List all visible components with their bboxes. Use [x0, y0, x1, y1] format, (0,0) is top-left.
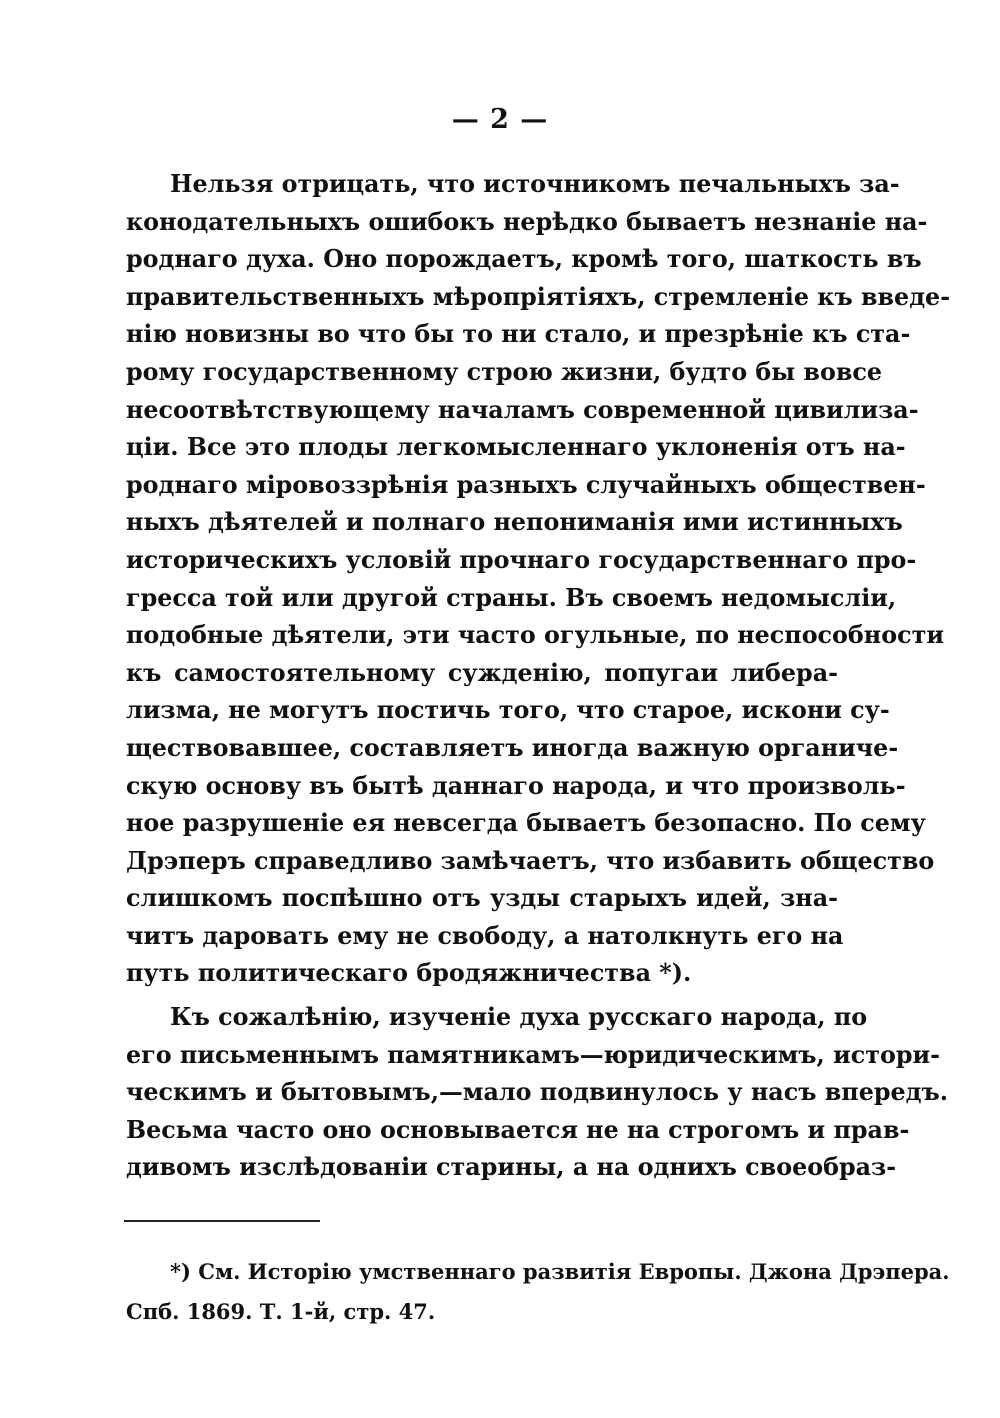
text-line: читъ даровать ему не свободу, а натолкнуть его на: [126, 921, 844, 950]
text-line: роднаго духа. Оно порождаетъ, кромѣ того, шаткость въ: [126, 245, 922, 274]
text-line: ное разрушеніе ея невсегда бываетъ безопасно. По сему: [126, 809, 926, 838]
text-line: Къ сожалѣнію, изученіе духа русскаго народа, по: [170, 1003, 868, 1032]
text-line: Нельзя отрицать, что источникомъ печальныхъ за-: [170, 170, 900, 198]
text-line: историческихъ условій прочнаго государственнаго про-: [126, 545, 917, 574]
body-text: [126, 166, 951, 1187]
text-line: скую основу въ бытѣ даннаго народа, и что произволь-: [126, 771, 906, 800]
paragraph-1: [126, 166, 951, 993]
text-line: ныхъ дѣятелей и полнаго непониманія ими истинныхъ: [126, 508, 903, 537]
footnote-line: *) См. Исторію умственнаго развитія Европы. Джона Дрэпера.: [170, 1259, 950, 1284]
footnote: [126, 1252, 950, 1332]
text-line: подобные дѣятели, эти часто огульные, по неспособности: [126, 621, 944, 650]
text-line: ществовавшее, составляетъ иногда важную органиче-: [126, 733, 899, 762]
text-line: его письменнымъ памятникамъ—юридическимъ, истори-: [126, 1040, 941, 1069]
text-line: нію новизны во что бы то ни стало, и презрѣніе къ ста-: [126, 320, 911, 349]
paragraph-2: [126, 999, 949, 1187]
text-line: путь политическаго бродяжничества *).: [126, 959, 692, 988]
text-line: роднаго міровоззрѣнія разныхъ случайныхъ обществен-: [126, 470, 926, 499]
text-line: конодательныхъ ошибокъ нерѣдко бываетъ незнаніе на-: [126, 207, 928, 236]
text-line: ціи. Все это плоды легкомысленнаго уклоненія отъ на-: [126, 433, 906, 462]
text-line: ческимъ и бытовымъ,—мало подвинулось у насъ впередъ.: [126, 1078, 949, 1107]
text-line: гресса той или другой страны. Въ своемъ недомысліи,: [126, 583, 897, 612]
text-line: дивомъ изслѣдованіи старины, а на однихъ своеобраз-: [126, 1153, 897, 1182]
text-line: правительственныхъ мѣропріятіяхъ, стремленіе къ введе-: [126, 282, 951, 311]
text-line: рому государственному строю жизни, будто бы вовсе: [126, 357, 882, 386]
text-line: Весьма часто оно основывается не на строгомъ и прав-: [126, 1115, 910, 1144]
text-line: слишкомъ поспѣшно отъ узды старыхъ идей, зна-: [126, 884, 838, 913]
footnote-line: Спб. 1869. Т. 1-й, стр. 47.: [126, 1299, 436, 1324]
text-line: лизма, не могутъ постичь того, что старое, искони су-: [126, 696, 890, 725]
text-line: несоотвѣтствующему началамъ современной цивилиза-: [126, 395, 919, 424]
text-line: Дрэперъ справедливо замѣчаетъ, что избавить общество: [126, 846, 935, 875]
footnote-divider: [124, 1220, 320, 1222]
page-number: — 2 —: [451, 104, 549, 135]
text-line: къ самостоятельному сужденію, попугаи либера-: [126, 658, 838, 687]
